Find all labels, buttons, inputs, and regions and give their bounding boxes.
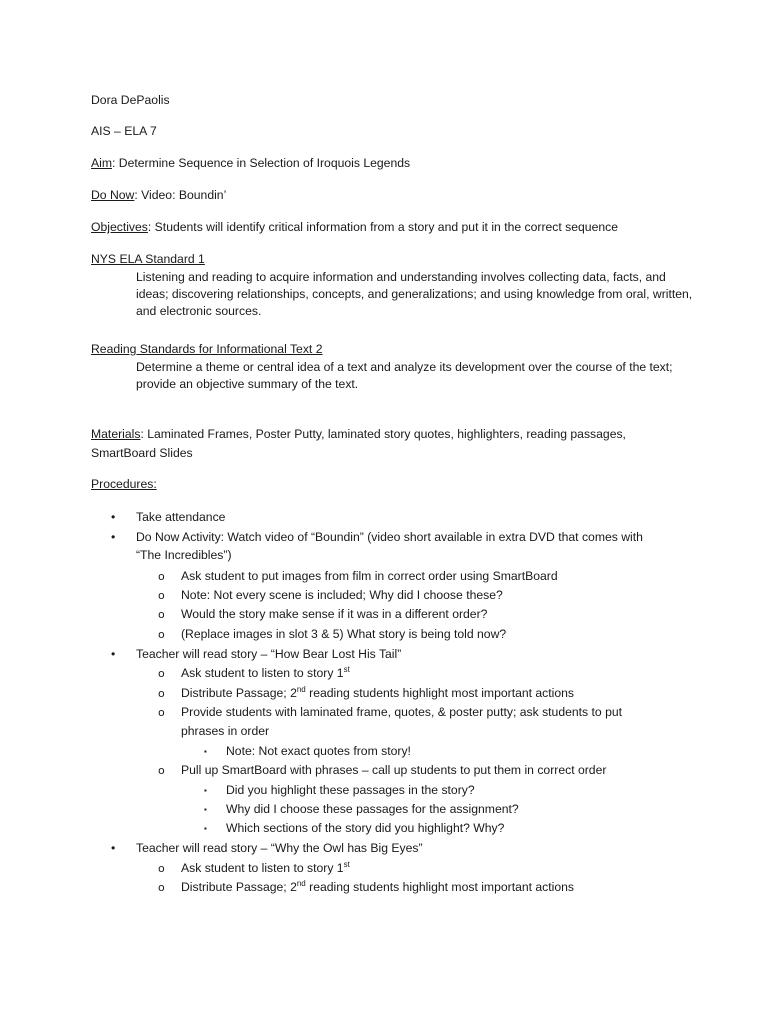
bullet-square: ▪ <box>204 786 207 795</box>
bear-question: Which sections of the story did you highlight? Why? <box>226 821 505 835</box>
bullet-square: ▪ <box>204 824 207 833</box>
objectives-line <box>91 219 618 236</box>
bullet-circle: o <box>158 862 165 875</box>
materials-text: : Laminated Frames, Poster Putty, laminated story quotes, highlighters, reading passages, <box>140 427 626 441</box>
bear-pull-step: Pull up SmartBoard with phrases – call up students to put them in correct order <box>181 763 607 777</box>
do-now-step: Note: Not every scene is included; Why did I choose these? <box>181 588 503 602</box>
aim-line <box>91 155 410 172</box>
bullet-dot: • <box>111 510 116 524</box>
bullet-circle: o <box>158 589 165 602</box>
bullet-circle: o <box>158 570 165 583</box>
bullet-circle: o <box>158 667 165 680</box>
bear-question: Why did I choose these passages for the assignment? <box>226 802 519 816</box>
bullet-dot: • <box>111 647 116 661</box>
procedures-heading: Procedures: <box>91 477 157 491</box>
standard1-title: NYS ELA Standard 1 <box>91 252 205 266</box>
bullet-circle: o <box>158 608 165 621</box>
author-name: Dora DePaolis <box>91 93 170 107</box>
procedure-owl-story: Teacher will read story – “Why the Owl has Big Eyes” <box>136 841 423 855</box>
bear-question: Did you highlight these passages in the story? <box>226 783 475 797</box>
bullet-circle: o <box>158 881 165 894</box>
bullet-dot: • <box>111 530 116 544</box>
bullet-square: ▪ <box>204 747 207 756</box>
materials-line <box>91 426 626 443</box>
objectives-text: : Students will identify critical information from a story and put it in the correct sequence <box>147 220 619 234</box>
procedure-do-now: Do Now Activity: Watch video of “Boundin” (video short available in extra DVD that comes with <box>136 530 643 544</box>
aim-label: Aim <box>91 156 112 170</box>
bullet-circle: o <box>158 687 165 700</box>
bullet-circle: o <box>158 628 165 641</box>
bear-listen-step: Ask student to listen to story 1st <box>181 664 350 680</box>
bear-provide-step: Provide students with laminated frame, quotes, & poster putty; ask students to put <box>181 705 623 719</box>
owl-listen-step: Ask student to listen to story 1st <box>181 859 350 875</box>
standard1-body: Listening and reading to acquire information and understanding involves collecting data, facts, and ideas; discovering relationships, concepts, and generalizations; and using knowledge from oral, written, and electronic sources. <box>136 270 693 318</box>
do-now-label: Do Now <box>91 188 135 202</box>
materials-line2: SmartBoard Slides <box>91 446 193 460</box>
do-now-line <box>91 187 226 204</box>
bear-distribute-step: Distribute Passage; 2nd reading students highlight most important actions <box>181 684 575 700</box>
do-now-text: : Video: Boundin’ <box>134 188 227 202</box>
bullet-circle: o <box>158 706 165 719</box>
standard2-title: Reading Standards for Informational Text 2 <box>91 342 323 356</box>
objectives-label: Objectives <box>91 220 148 234</box>
procedure-take-attendance: Take attendance <box>136 510 226 524</box>
owl-distribute-step: Distribute Passage; 2nd reading students highlight most important actions <box>181 878 575 894</box>
bullet-square: ▪ <box>204 805 207 814</box>
course-name: AIS – ELA 7 <box>91 124 157 138</box>
do-now-step: Ask student to put images from film in correct order using SmartBoard <box>181 569 558 583</box>
procedure-do-now-cont: “The Incredibles”) <box>136 548 232 562</box>
procedure-bear-story: Teacher will read story – “How Bear Lost His Tail” <box>136 647 402 661</box>
bullet-circle: o <box>158 764 165 777</box>
do-now-step: (Replace images in slot 3 & 5) What story is being told now? <box>181 627 507 641</box>
bear-note: Note: Not exact quotes from story! <box>226 744 411 758</box>
do-now-step: Would the story make sense if it was in a different order? <box>181 607 488 621</box>
materials-label: Materials <box>91 427 141 441</box>
bear-provide-step-cont: phrases in order <box>181 724 270 738</box>
standard2-body: Determine a theme or central idea of a text and analyze its development over the course of the text; provide an objective summary of the text. <box>136 360 673 391</box>
bullet-dot: • <box>111 841 116 855</box>
aim-text: : Determine Sequence in Selection of Iroquois Legends <box>112 156 411 170</box>
